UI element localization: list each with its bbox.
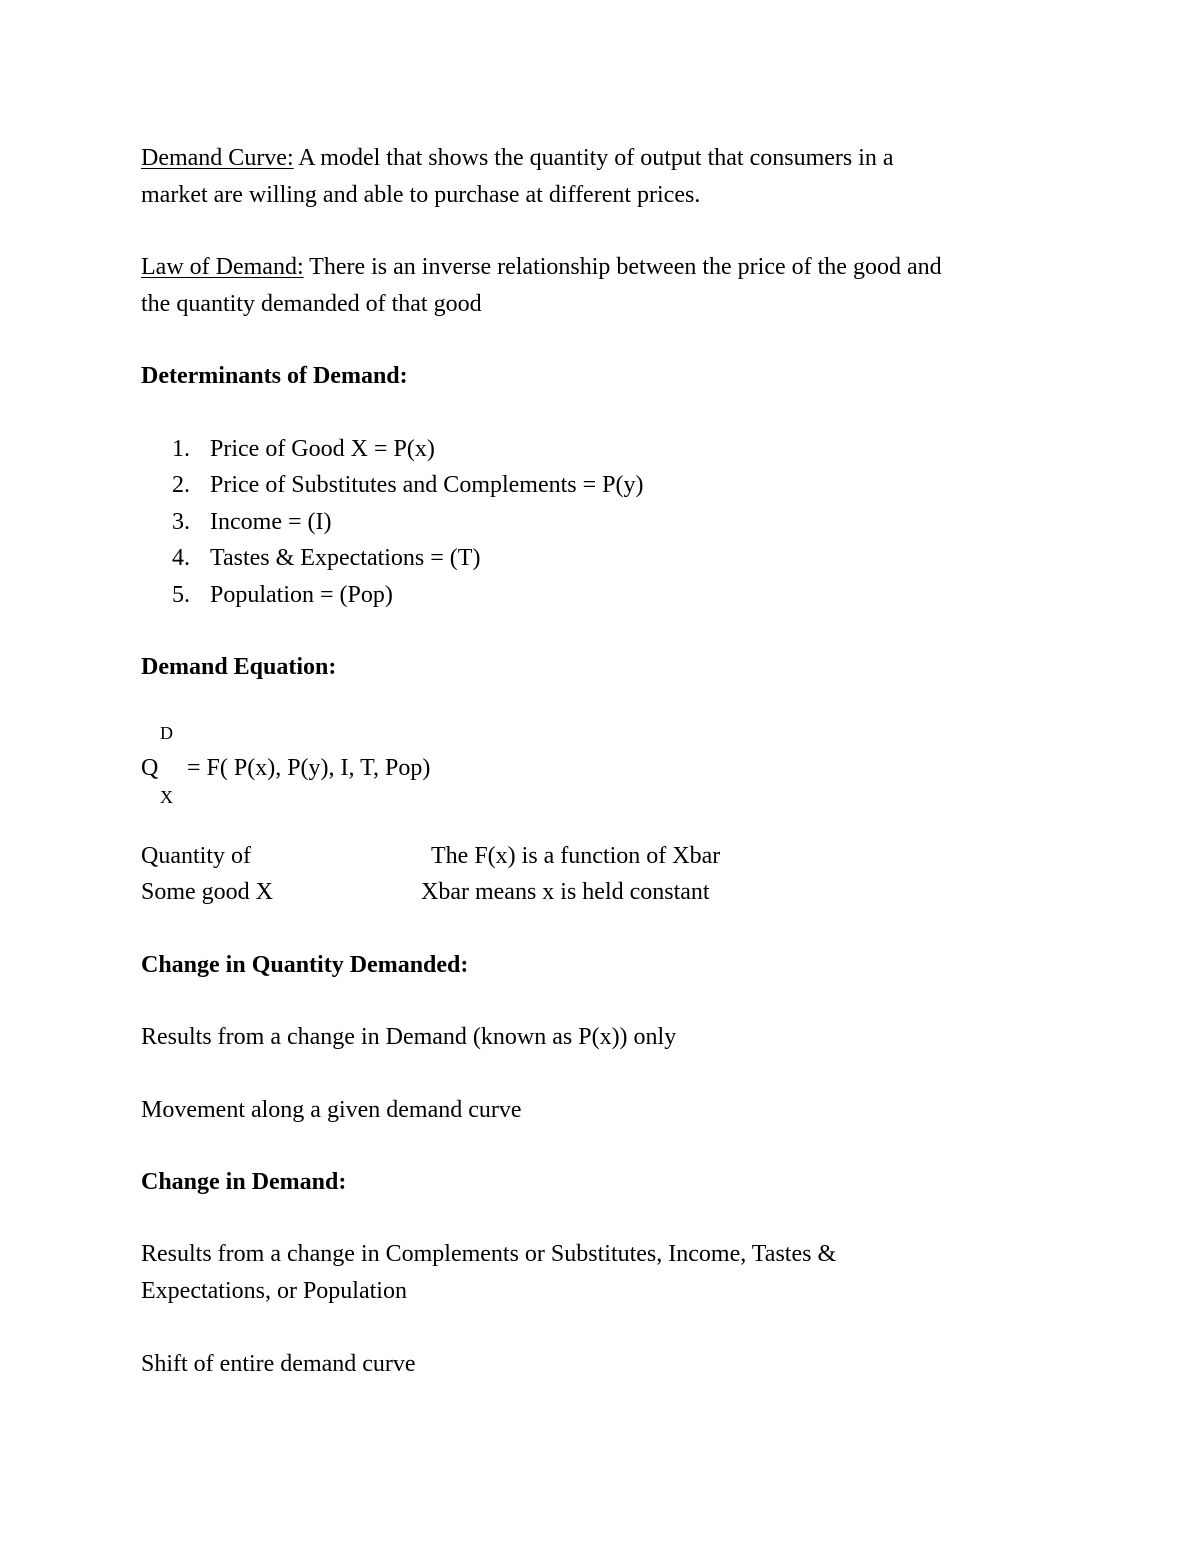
list-number: 3. — [172, 509, 190, 535]
list-item — [172, 434, 435, 464]
equation-right-note-2: Xbar means x is held constant — [421, 879, 710, 905]
equation-superscript: D — [160, 723, 173, 743]
change-in-demand-text-2: Expectations, or Population — [141, 1278, 407, 1304]
list-item — [172, 543, 480, 573]
change-in-demand-heading: Change in Demand: — [141, 1169, 347, 1195]
list-text: Price of Good X = P(x) — [210, 436, 435, 462]
change-quantity-demanded-heading: Change in Quantity Demanded: — [141, 952, 469, 978]
law-of-demand-term: Law of Demand: — [141, 254, 304, 280]
equation-left-note-2: Some good X — [141, 879, 273, 905]
change-in-demand-text-3: Shift of entire demand curve — [141, 1351, 416, 1377]
list-text: Price of Substitutes and Complements = P(y) — [210, 472, 644, 498]
list-item — [172, 470, 644, 500]
list-number: 1. — [172, 436, 190, 462]
change-quantity-demanded-text-2: Movement along a given demand curve — [141, 1097, 522, 1123]
law-of-demand-definition — [141, 252, 942, 282]
list-text: Income = (I) — [210, 509, 332, 535]
list-text: Tastes & Expectations = (T) — [210, 545, 481, 571]
list-item — [172, 507, 331, 537]
demand-curve-text-1: A model that shows the quantity of output that consumers in a — [293, 145, 894, 171]
list-number: 4. — [172, 545, 190, 571]
demand-curve-definition — [141, 143, 894, 173]
equation-subscript: X — [160, 787, 173, 807]
equation-left-note-1: Quantity of — [141, 843, 251, 869]
list-text: Population = (Pop) — [210, 582, 393, 608]
demand-equation-heading: Demand Equation: — [141, 654, 337, 680]
demand-curve-text-2: market are willing and able to purchase at different prices. — [141, 182, 701, 208]
demand-curve-term: Demand Curve: — [141, 145, 294, 171]
change-in-demand-text-1: Results from a change in Complements or Substitutes, Income, Tastes & — [141, 1241, 837, 1267]
equation-right-note-1: The F(x) is a function of Xbar — [431, 843, 721, 869]
list-item — [172, 580, 393, 610]
law-of-demand-text-2: the quantity demanded of that good — [141, 291, 482, 317]
list-number: 5. — [172, 582, 190, 608]
equation-expression: = F( P(x), P(y), I, T, Pop) — [187, 755, 431, 781]
list-number: 2. — [172, 472, 190, 498]
change-quantity-demanded-text-1: Results from a change in Demand (known as P(x)) only — [141, 1024, 677, 1050]
law-of-demand-text-1: There is an inverse relationship between the price of the good and — [303, 254, 942, 280]
determinants-heading: Determinants of Demand: — [141, 363, 408, 389]
equation-symbol: Q — [141, 755, 159, 781]
